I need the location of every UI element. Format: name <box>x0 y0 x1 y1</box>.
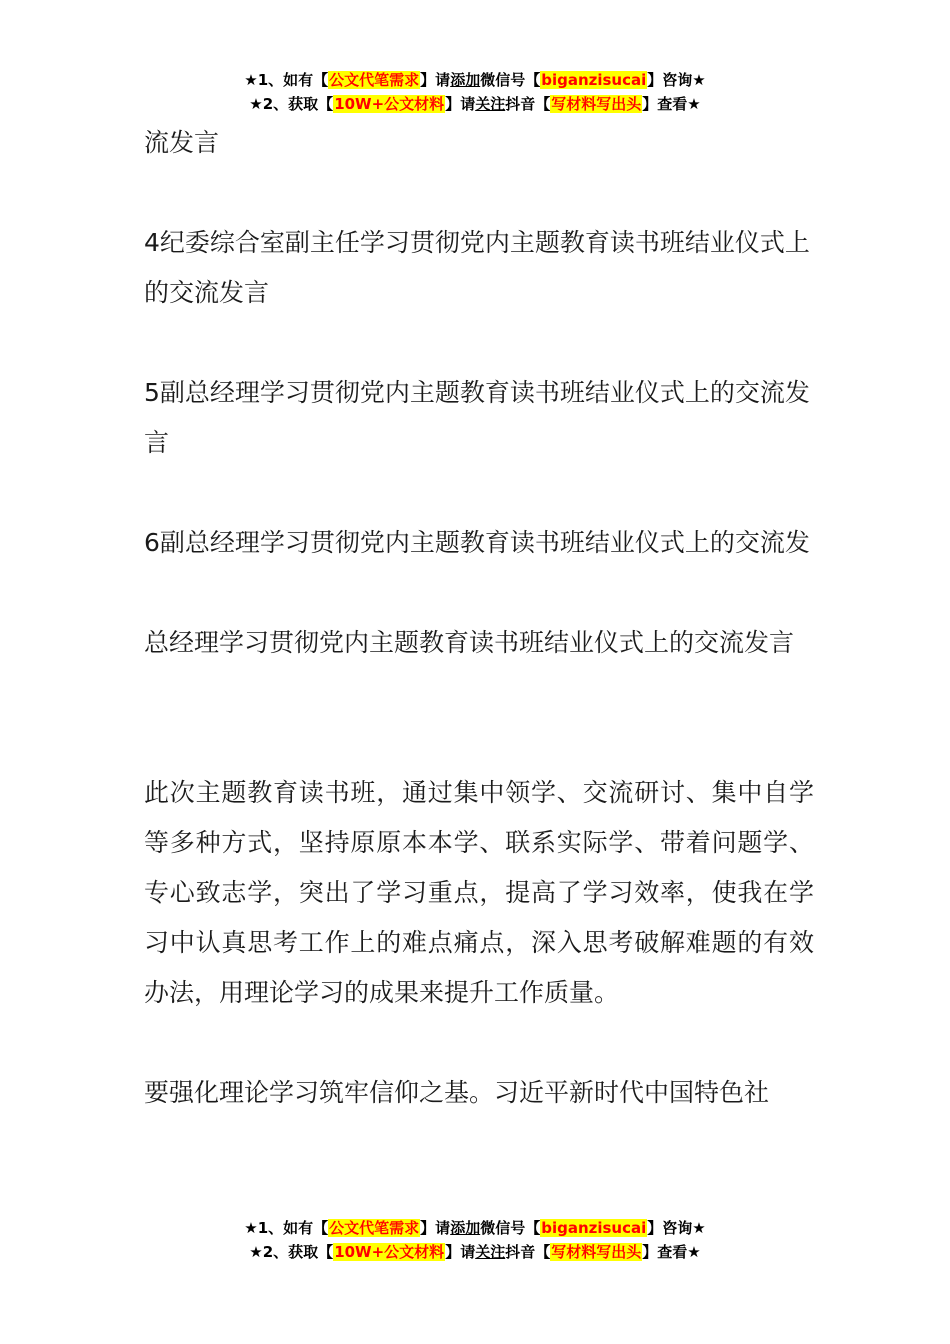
paragraph-6: 此次主题教育读书班，通过集中领学、交流研讨、集中自学等多种方式，坚持原原本本学、联系实际学、带着问题学、专心致志学，突出了学习重点，提高了学习效率，使我在学习中认真思考工作上的难点痛点，深入思考破解难题的有效办法，用理论学习的成果来提升工作质量。 <box>144 778 814 1007</box>
banner-line-1-bottom: ★1、如有【公文代笔需求】请添加微信号【biganzisucai】咨询★ <box>244 1219 706 1237</box>
paragraph-4: 6副总经理学习贯彻党内主题教育读书班结业仪式上的交流发 <box>144 528 810 557</box>
document-body <box>144 118 814 1168</box>
highlight-douyin-id: 写材料写出头 <box>551 95 642 113</box>
bottom-banner <box>0 1216 950 1264</box>
paragraph-2: 4纪委综合室副主任学习贯彻党内主题教育读书班结业仪式上的交流发言 <box>144 228 810 307</box>
highlight-materials: 10W+公文材料 <box>334 1243 445 1261</box>
paragraph-1: 流发言 <box>144 128 220 157</box>
highlight-service: 公文代笔需求 <box>329 1219 420 1237</box>
highlight-service: 公文代笔需求 <box>329 71 420 89</box>
highlight-wechat-id: biganzisucai <box>541 71 647 89</box>
banner-line-2: ★2、获取【10W+公文材料】请关注抖音【写材料写出头】查看★ <box>249 95 701 113</box>
banner-line-2-bottom: ★2、获取【10W+公文材料】请关注抖音【写材料写出头】查看★ <box>249 1243 701 1261</box>
paragraph-3: 5副总经理学习贯彻党内主题教育读书班结业仪式上的交流发言 <box>144 378 810 457</box>
banner-line-1: ★1、如有【公文代笔需求】请添加微信号【biganzisucai】咨询★ <box>244 71 706 89</box>
paragraph-7: 要强化理论学习筑牢信仰之基。习近平新时代中国特色社 <box>144 1078 770 1107</box>
paragraph-5: 总经理学习贯彻党内主题教育读书班结业仪式上的交流发言 <box>144 628 795 657</box>
top-banner <box>0 68 950 116</box>
highlight-douyin-id: 写材料写出头 <box>551 1243 642 1261</box>
highlight-wechat-id: biganzisucai <box>541 1219 647 1237</box>
highlight-materials: 10W+公文材料 <box>334 95 445 113</box>
